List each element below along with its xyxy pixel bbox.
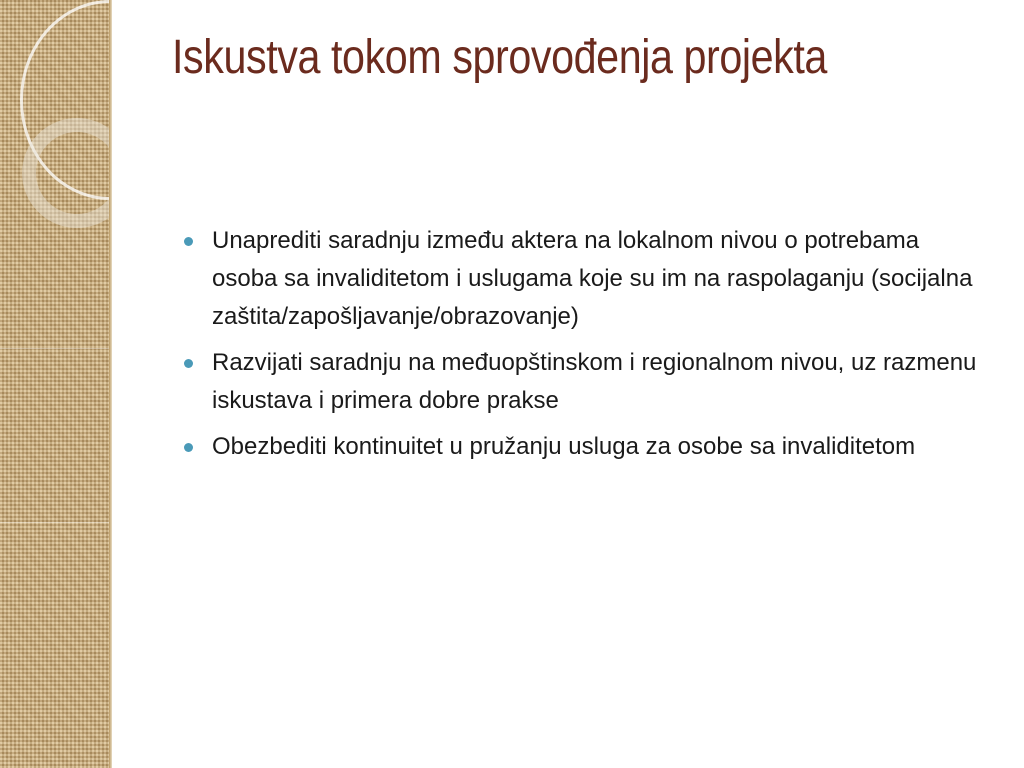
- bullet-item: [184, 344, 984, 420]
- bullet-dot-icon: [184, 237, 193, 246]
- bullet-list: [184, 222, 984, 466]
- slide-title: Iskustva tokom sprovođenja projekta: [172, 31, 827, 84]
- slide-content: [184, 222, 984, 474]
- bullet-text: Razvijati saradnju na međuopštinskom i regionalnom nivou, uz razmenu iskustava i primera dobre prakse: [212, 349, 977, 414]
- bullet-dot-icon: [184, 359, 193, 368]
- sidebar-divider: [0, 522, 112, 523]
- burlap-texture-sidebar: [0, 0, 112, 768]
- bullet-item: [184, 222, 984, 336]
- bullet-text: Unaprediti saradnju između aktera na lokalnom nivou o potrebama osoba sa invaliditetom i uslugama koje su im na raspolaganju (socijalna zaštita/zapošljavanje/obrazovanje): [212, 227, 973, 330]
- sidebar-divider: [0, 348, 112, 349]
- sidebar-edge: [109, 0, 112, 768]
- bullet-item: [184, 428, 984, 466]
- bullet-text: Obezbediti kontinuitet u pružanju usluga za osobe sa invaliditetom: [212, 433, 916, 460]
- bullet-dot-icon: [184, 443, 193, 452]
